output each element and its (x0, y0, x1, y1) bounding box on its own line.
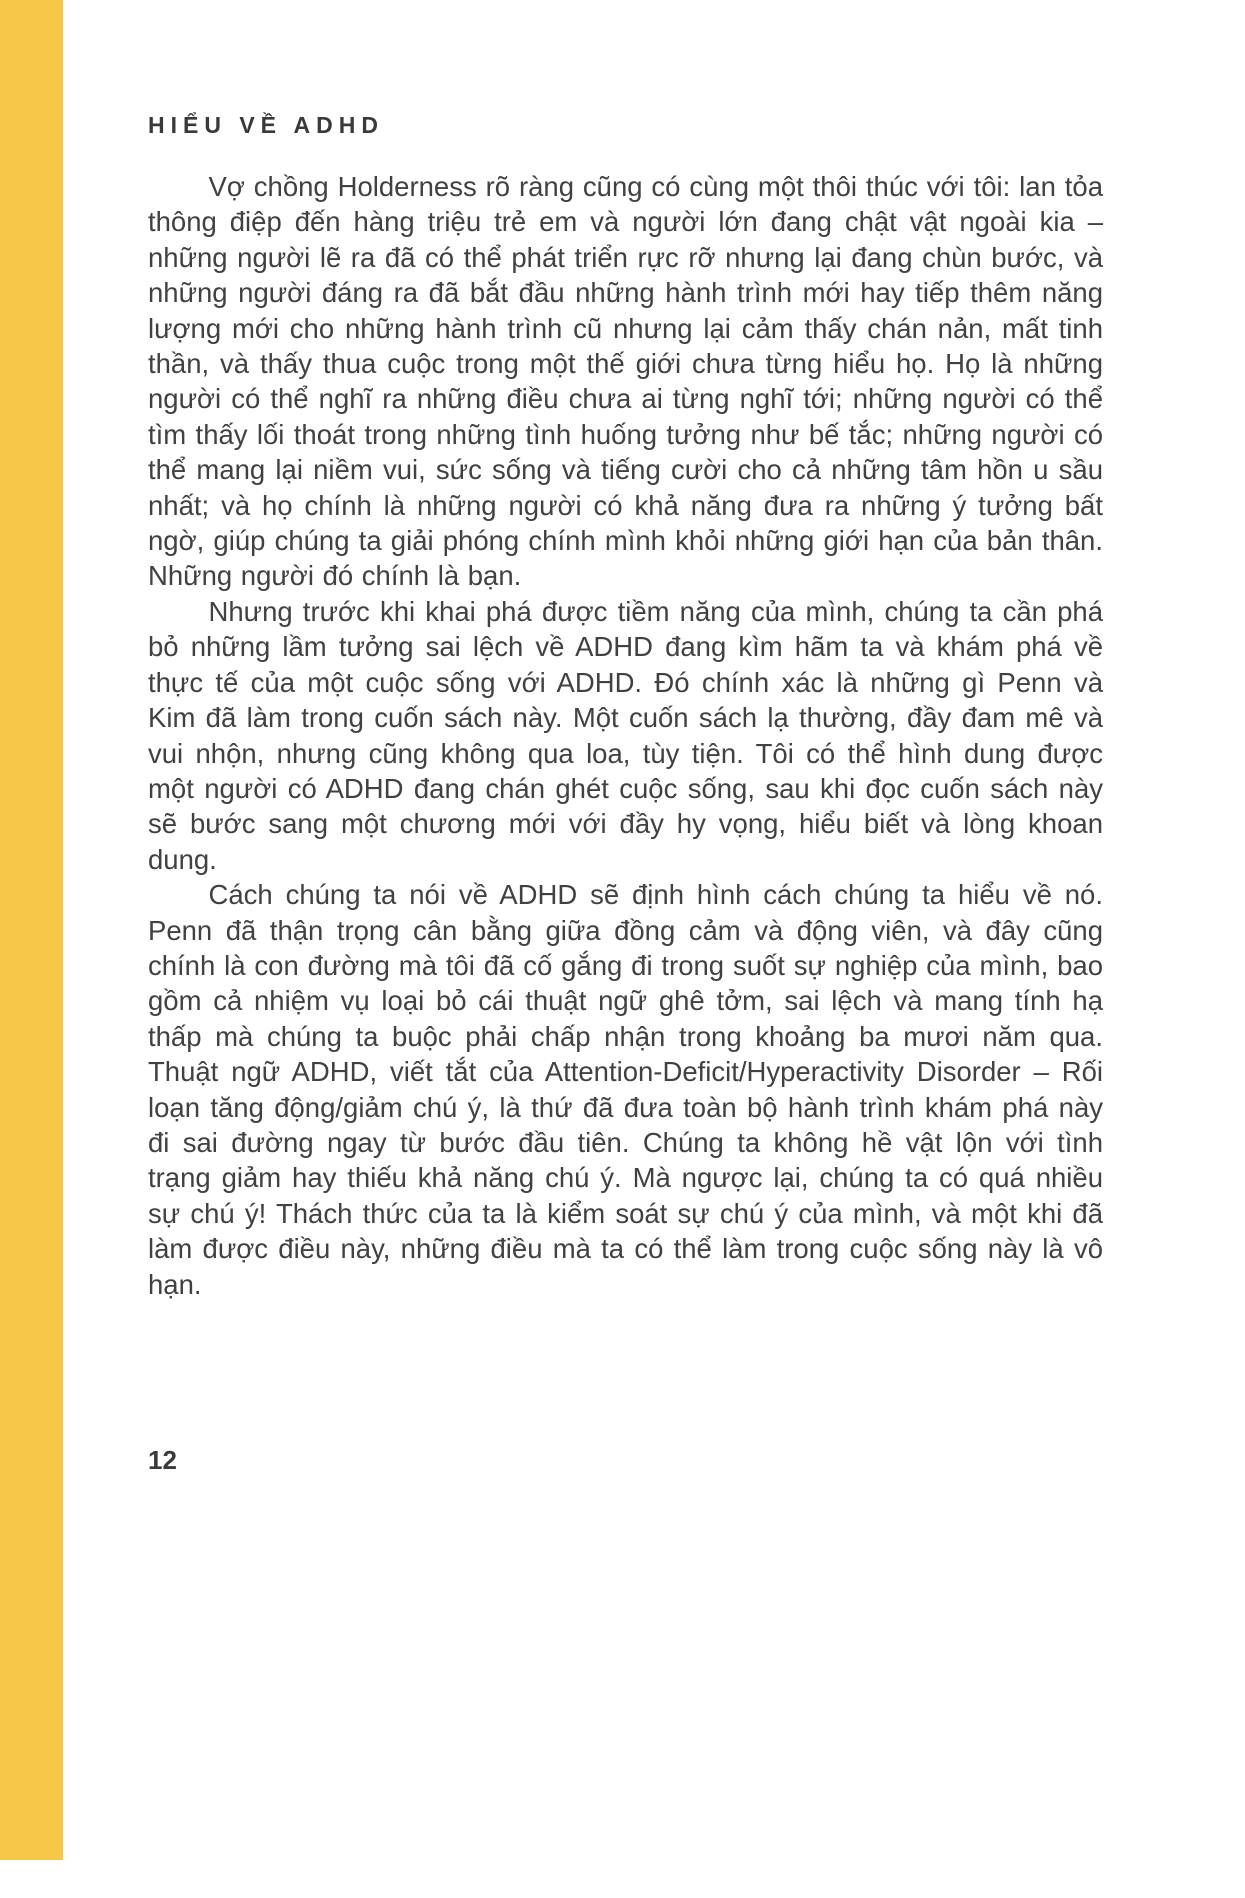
body-text (148, 169, 1103, 1302)
left-accent-stripe (0, 0, 63, 1860)
paragraph: Vợ chồng Holderness rõ ràng cũng có cùng một thôi thúc với tôi: lan tỏa thông điệp đến hàng triệu trẻ em và người lớn đang chật vật ngoài kia – những người lẽ ra đã có thể phát triển rực rỡ nhưng lại đang chùn bước, và những người đáng ra đã bắt đầu những hành trình mới hay tiếp thêm năng lượng mới cho những hành trình cũ nhưng lại cảm thấy chán nản, mất tinh thần, và thấy thua cuộc trong một thế giới chưa từng hiểu họ. Họ là những người có thể nghĩ ra những điều chưa ai từng nghĩ tới; những người có thể tìm thấy lối thoát trong những tình huống tưởng như bế tắc; những người có thể mang lại niềm vui, sức sống và tiếng cười cho cả những tâm hồn u sầu nhất; và họ chính là những người có khả năng đưa ra những ý tưởng bất ngờ, giúp chúng ta giải phóng chính mình khỏi những giới hạn của bản thân. Những người đó chính là bạn. (148, 171, 1103, 592)
page-number: 12 (148, 1445, 177, 1475)
paragraph: Nhưng trước khi khai phá được tiềm năng của mình, chúng ta cần phá bỏ những lầm tưởng sai lệch về ADHD đang kìm hãm ta và khám phá về thực tế của một cuộc sống với ADHD. Đó chính xác là những gì Penn và Kim đã làm trong cuốn sách này. Một cuốn sách lạ thường, đầy đam mê và vui nhộn, nhưng cũng không qua loa, tùy tiện. Tôi có thể hình dung được một người có ADHD đang chán ghét cuộc sống, sau khi đọc cuốn sách này sẽ bước sang một chương mới với đầy hy vọng, hiểu biết và lòng khoan dung. (148, 595, 1103, 875)
paragraph: Cách chúng ta nói về ADHD sẽ định hình cách chúng ta hiểu về nó. Penn đã thận trọng cân bằng giữa đồng cảm và động viên, và đây cũng chính là con đường mà tôi đã cố gắng đi trong suốt sự nghiệp của mình, bao gồm cả nhiệm vụ loại bỏ cái thuật ngữ ghê tởm, sai lệch và mang tính hạ thấp mà chúng ta buộc phải chấp nhận trong khoảng ba mươi năm qua. Thuật ngữ ADHD, viết tắt của Attention-Deficit/Hyperactivity Disorder – Rối loạn tăng động/giảm chú ý, là thứ đã đưa toàn bộ hành trình khám phá này đi sai đường ngay từ bước đầu tiên. Chúng ta không hề vật lộn với tình trạng giảm hay thiếu khả năng chú ý. Mà ngược lại, chúng ta có quá nhiều sự chú ý! Thách thức của ta là kiểm soát sự chú ý của mình, và một khi đã làm được điều này, những điều mà ta có thể làm trong cuộc sống này là vô hạn. (148, 879, 1103, 1300)
running-header: HIỂU VỀ ADHD (148, 112, 384, 138)
page-content (148, 112, 1103, 1302)
